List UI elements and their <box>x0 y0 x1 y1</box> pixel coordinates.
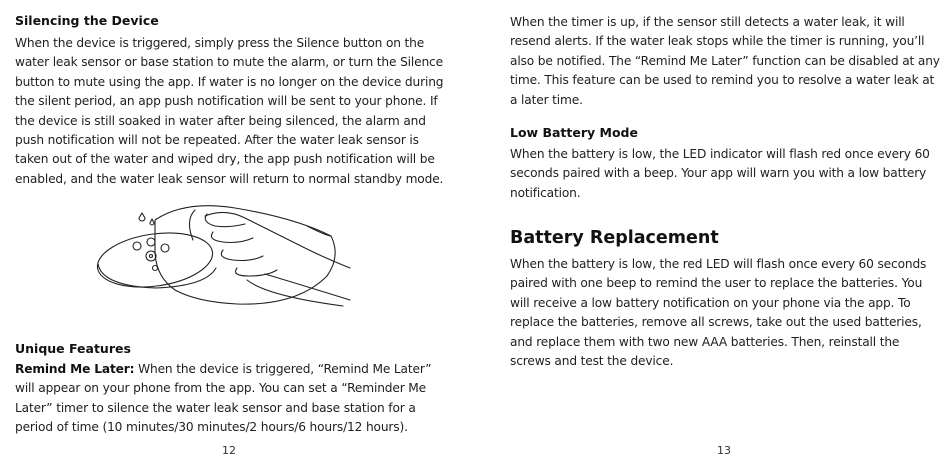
water-drop-icon <box>139 213 145 221</box>
silencing-heading: Silencing the Device <box>15 13 159 28</box>
battery-replacement-paragraph: When the battery is low, the red LED will flash once every 60 seconds paired with one beep to remind the user to replace the batteries. You will receive a low battery notification on your phone via the app. To replace the batteries, remove all screws, take out the used batteries, and replace them with two new AAA batteries. Then, reinstall the screws and test the device. <box>510 257 927 369</box>
hand-drying-sensor-illustration <box>95 198 355 323</box>
sensor-button-icon <box>161 244 169 252</box>
page-number-left: 12 <box>222 444 236 457</box>
battery-replacement-heading: Battery Replacement <box>510 228 719 248</box>
sensor-led-icon <box>150 255 153 258</box>
low-battery-heading: Low Battery Mode <box>510 125 638 140</box>
sensor-button-icon <box>133 242 141 250</box>
hand-outline <box>205 212 350 268</box>
sensor-button-icon <box>147 238 155 246</box>
right-page <box>475 0 950 455</box>
remind-me-later-paragraph <box>15 360 445 438</box>
water-drop-icon <box>150 219 154 225</box>
remind-me-later-label: Remind Me Later: <box>15 362 135 376</box>
page-number-right: 13 <box>717 444 731 457</box>
left-page <box>0 0 475 455</box>
low-battery-paragraph: When the battery is low, the LED indicator will flash red once every 60 seconds paired with a beep. Your app will warn you with a low battery notification. <box>510 147 930 200</box>
timer-paragraph: When the timer is up, if the sensor still detects a water leak, it will resend alerts. If the water leak stops while the timer is running, you’ll also be notified. The “Remind Me Later” function can be disabled at any time. This feature can be used to remind you to resolve a water leak at a later time. <box>510 15 940 107</box>
remind-me-later-text: When the device is triggered, “Remind Me Later” will appear on your phone from the app. You can set a “Reminder Me Later” timer to silence the water leak sensor and base station for a period of time (10 minutes/30 minutes/2 hours/6 hours/12 hours). <box>15 362 432 435</box>
silencing-paragraph: When the device is triggered, simply press the Silence button on the water leak sensor or base station to mute the alarm, or turn the Silence button to mute using the app. If water is no longer on the device during the silent period, an app push notification will be sent to your phone. If the device is still soaked in water after being silenced, the alarm and push notification will not be repeated. After the water leak sensor is taken out of the water and wiped dry, the app push notification will be enabled, and the water leak sensor will return to normal standby mode. <box>15 36 444 186</box>
cloth <box>155 206 335 304</box>
unique-features-heading: Unique Features <box>15 341 131 356</box>
